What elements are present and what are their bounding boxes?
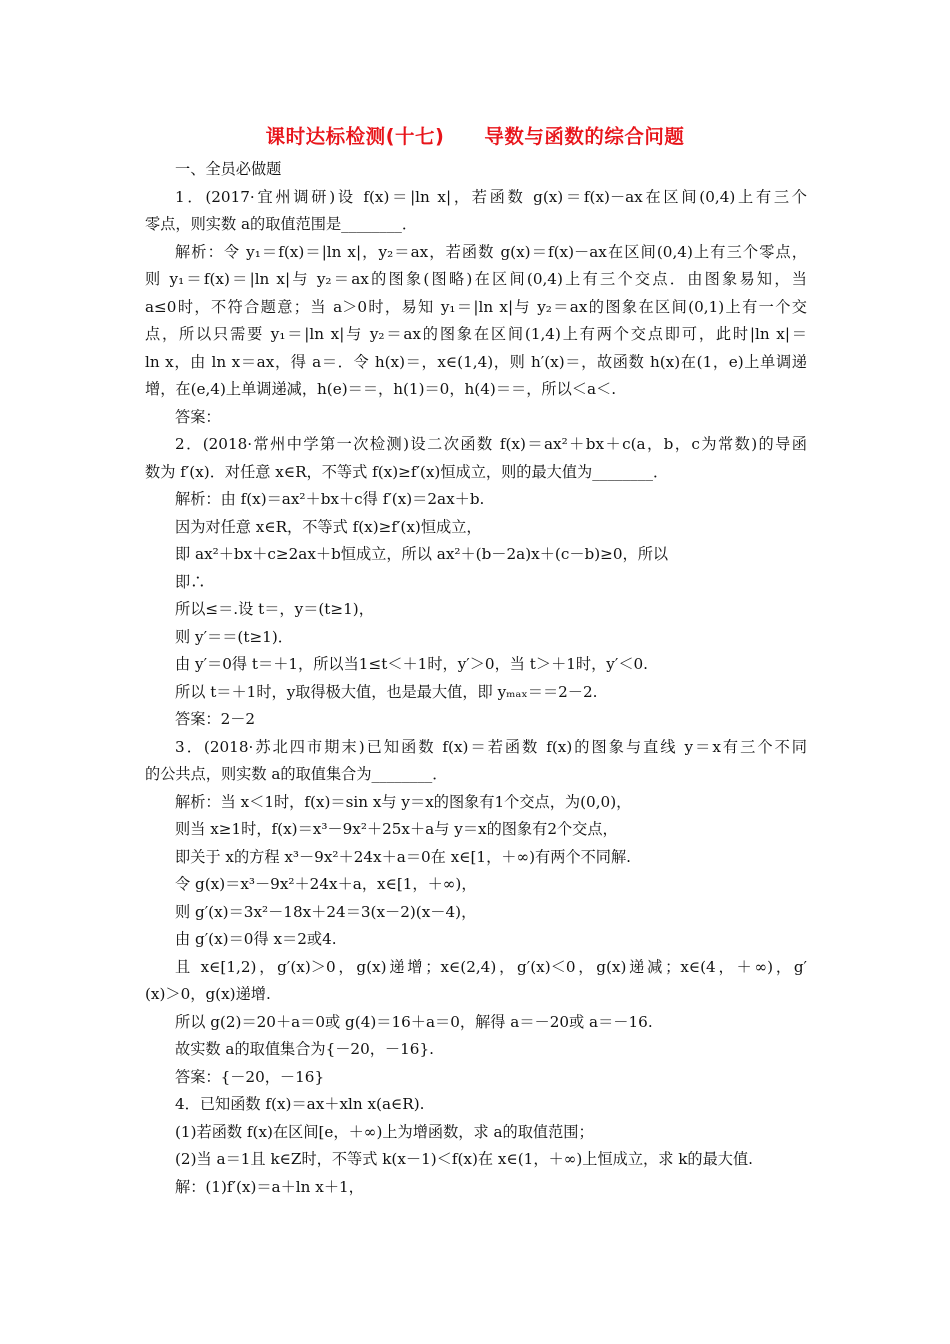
text-line-s2-c: 即 ax²＋bx＋c≥2ax＋b恒成立，所以 ax²＋(b－2a)x＋(c－b)≥0，所以 xyxy=(175,545,669,563)
page-title: 课时达标检测(十七) 导数与函数的综合问题 xyxy=(265,125,685,148)
text-line-s2-f: 则 y′＝＝(t≥1)． xyxy=(175,627,293,646)
text-line-q1-b: 零点，则实数 a的取值范围是________． xyxy=(145,215,418,233)
text-line-q3-a: 3．(2018·苏北四市期末)已知函数 f(x)＝若函数 f(x)的图象与直线 y＝x有三个不同 xyxy=(175,737,807,756)
text-line-s3-d: 令 g(x)＝x³－9x²＋24x＋a，x∈[1，＋∞)， xyxy=(175,875,477,893)
text-line-s3-g: 且 x∈[1,2)，g′(x)＞0，g(x)递增；x∈(2,4)，g′(x)＜0，g(x)递减；x∈(4，＋∞)，g′ xyxy=(175,957,807,976)
text-lines xyxy=(145,184,807,1202)
document-body xyxy=(145,156,807,1201)
text-line-s2-e: 所以≤＝.设 t＝，y＝(t≥1)， xyxy=(175,600,374,618)
text-line-s3-j: 故实数 a的取值集合为{－20，－16}. xyxy=(175,1040,434,1058)
text-line-s4-a: 解：(1)f′(x)＝a＋ln x＋1， xyxy=(175,1177,364,1196)
text-line-s1-e: ln x，由 ln x＝ax，得 a＝．令 h(x)＝，x∈(1,4)，则 h′(x)＝，故函数 h(x)在(1，e)上单调递 xyxy=(145,352,807,371)
text-line-s1-d: 点，所以只需要 y₁＝|ln x|与 y₂＝ax的图象在区间(1,4)上有两个交点即可，此时|ln x|＝ xyxy=(145,325,807,343)
text-line-q4-c: (2)当 a＝1且 k∈Z时，不等式 k(x－1)＜f(x)在 x∈(1，＋∞)上恒成立，求 k的最大值. xyxy=(175,1150,753,1168)
text-line-s3-a: 解析：当 x＜1时，f(x)＝sin x与 y＝x的图象有1个交点，为(0,0)， xyxy=(175,792,632,811)
text-line-s2-a: 解析：由 f(x)＝ax²＋bx＋c得 f′(x)＝2ax＋b. xyxy=(175,490,485,508)
text-line-s2-h: 所以 t＝＋1时，y取得极大值，也是最大值，即 yₘₐₓ＝＝2－2. xyxy=(175,682,598,701)
text-line-s3-c: 即关于 x的方程 x³－9x²＋24x＋a＝0在 x∈[1，＋∞)有两个不同解. xyxy=(175,847,631,866)
text-line-s2-g: 由 y′＝0得 t＝＋1，所以当1≤t＜＋1时，y′＞0，当 t＞＋1时，y′＜0. xyxy=(175,655,649,673)
text-line-q2-a: 2．(2018·常州中学第一次检测)设二次函数 f(x)＝ax²＋bx＋c(a，b，c为常数)的导函 xyxy=(175,435,807,453)
text-line-a1: 答案： xyxy=(175,407,221,426)
text-line-a2: 答案：2－2 xyxy=(175,710,256,728)
text-line-s1-b: 则 y₁＝f(x)＝|ln x|与 y₂＝ax的图象(图略)在区间(0,4)上有三个交点．由图象易知，当 xyxy=(145,270,807,288)
text-line-s1-f: 增，在(e,4)上单调递减，h(e)＝＝，h(1)＝0，h(4)＝＝，所以＜a＜. xyxy=(145,380,617,398)
text-line-q2-b: 数为 f′(x)．对任意 x∈R，不等式 f(x)≥f′(x)恒成立，则的最大值为________． xyxy=(145,462,669,481)
text-line-q1-a: 1．(2017·宜州调研)设 f(x)＝|ln x|，若函数 g(x)＝f(x)－ax在区间(0,4)上有三个 xyxy=(175,187,807,206)
text-line-q4-a: 4．已知函数 f(x)＝ax＋xln x(a∈R). xyxy=(175,1095,425,1113)
text-line-q3-b: 的公共点，则实数 a的取值集合为________． xyxy=(145,765,448,783)
text-line-s3-b: 则当 x≥1时，f(x)＝x³－9x²＋25x＋a与 y＝x的图象有2个交点， xyxy=(175,820,618,838)
text-line-q4-b: (1)若函数 f(x)在区间[e，＋∞)上为增函数，求 a的取值范围； xyxy=(175,1122,594,1141)
section-heading: 一、全员必做题 xyxy=(175,160,282,178)
text-line-s1-c: a≤0时，不符合题意；当 a＞0时，易知 y₁＝|ln x|与 y₂＝ax的图象在区间(0,1)上有一个交 xyxy=(145,297,807,316)
text-line-s2-d: 即∴ xyxy=(175,572,206,591)
text-line-s3-f: 由 g′(x)＝0得 x＝2或4. xyxy=(175,930,337,948)
text-line-s3-e: 则 g′(x)＝3x²－18x＋24＝3(x－2)(x－4)， xyxy=(175,902,477,921)
text-line-s3-h: (x)＞0，g(x)递增. xyxy=(145,985,271,1003)
text-line-s2-b: 因为对任意 x∈R，不等式 f(x)≥f′(x)恒成立， xyxy=(175,517,482,536)
text-line-s1-a: 解析：令 y₁＝f(x)＝|ln x|，y₂＝ax，若函数 g(x)＝f(x)－ax在区间(0,4)上有三个零点， xyxy=(175,242,807,261)
text-line-a3: 答案：{－20，－16} xyxy=(175,1067,325,1086)
text-line-s3-i: 所以 g(2)＝20＋a＝0或 g(4)＝16＋a＝0，解得 a＝－20或 a＝－16. xyxy=(175,1012,653,1031)
